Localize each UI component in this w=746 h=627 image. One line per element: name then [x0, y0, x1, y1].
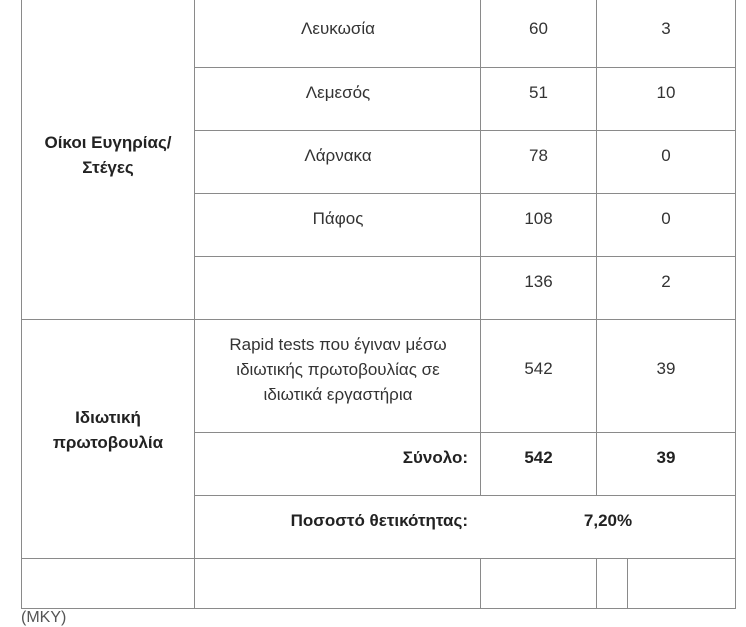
total-tests: 542 [524, 447, 553, 467]
tests-cell: 78 [529, 145, 548, 165]
tests-cell: 136 [524, 271, 553, 291]
group-label-care-homes: Οίκοι Ευγηρίας/ Στέγες [44, 133, 172, 177]
col-divider-3-lower [596, 558, 597, 609]
positivity-value: 7,20% [583, 510, 633, 530]
row-divider [194, 495, 736, 496]
row-divider [194, 67, 736, 68]
district-cell: Πάφος [312, 208, 364, 228]
total-label: Σύνολο: [402, 447, 468, 467]
tests-cell: 60 [529, 18, 548, 38]
private-description-cell: Rapid tests που έγιναν μέσω ιδιωτικής πρωτοβουλίας σε ιδιωτικά εργαστήρια [229, 334, 447, 404]
tests-cell: 542 [524, 358, 553, 378]
positives-cell: 0 [661, 145, 671, 165]
table-border-left [21, 0, 22, 609]
positives-cell: 2 [661, 271, 671, 291]
district-cell: Λευκωσία [301, 18, 375, 38]
positivity-label: Ποσοστό θετικότητας: [290, 510, 468, 530]
group-divider [21, 558, 736, 559]
tests-cell: 51 [529, 82, 548, 102]
district-cell: Λεμεσός [305, 82, 371, 102]
table-border-bottom [21, 608, 736, 609]
table-border-right [735, 0, 736, 609]
district-cell [196, 261, 480, 301]
group-divider [21, 319, 736, 320]
positives-cell: 3 [661, 18, 671, 38]
tests-cell: 108 [524, 208, 553, 228]
positives-cell: 10 [656, 82, 676, 102]
source-note: (ΜΚΥ) [21, 609, 67, 626]
row-divider [194, 256, 736, 257]
col-divider-1 [194, 0, 195, 609]
positives-cell: 39 [656, 358, 676, 378]
row-divider [194, 130, 736, 131]
row-divider [194, 432, 736, 433]
group-label-private-initiative: Ιδιωτική πρωτοβουλία [52, 408, 164, 452]
positives-cell: 0 [661, 208, 671, 228]
col-divider-2-lower [480, 558, 481, 609]
total-positives: 39 [656, 447, 676, 467]
row-divider [194, 193, 736, 194]
district-cell: Λάρνακα [304, 145, 372, 165]
col-divider-4-lower [627, 558, 628, 609]
